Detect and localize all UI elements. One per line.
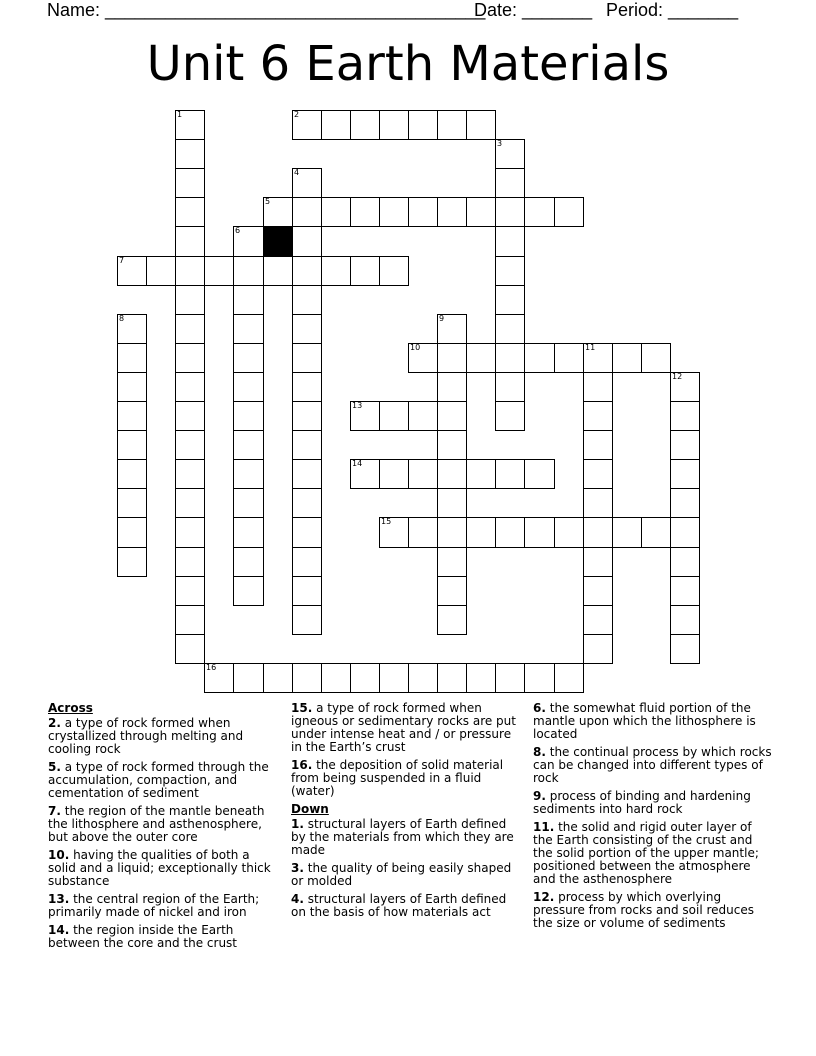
clue-number-label: 3.	[291, 861, 304, 875]
crossword-cell[interactable]	[408, 401, 438, 431]
crossword-cell[interactable]	[466, 343, 496, 373]
across-clue	[291, 702, 523, 754]
clue-text: the somewhat fluid portion of the mantle upon which the lithosphere is located	[533, 701, 756, 741]
crossword-cell[interactable]	[670, 547, 700, 577]
clue-text: the continual process by which rocks can be changed into different types of rock	[533, 745, 772, 785]
clue-text: process by which overlying pressure from rocks and soil reduces the size or volume of sediments	[533, 890, 754, 930]
clue-text: structural layers of Earth defined by the materials from which they are made	[291, 817, 514, 857]
crossword-cell[interactable]	[437, 605, 467, 635]
crossword-cell[interactable]	[233, 285, 264, 315]
crossword-cell[interactable]	[583, 605, 613, 635]
crossword-cell[interactable]	[175, 605, 205, 635]
crossword-cell[interactable]	[175, 110, 205, 140]
across-clue	[48, 893, 280, 919]
crossword-cell[interactable]	[495, 139, 525, 169]
crossword-cell[interactable]	[466, 459, 496, 489]
across-clue-list	[48, 717, 280, 950]
crossword-cell[interactable]	[292, 430, 322, 460]
crossword-cell[interactable]	[117, 256, 147, 286]
crossword-cell[interactable]	[321, 256, 351, 286]
crossword-cell[interactable]	[233, 459, 264, 489]
crossword-cell[interactable]	[175, 430, 205, 460]
crossword-cell[interactable]	[408, 197, 438, 227]
clue-text: the region of the mantle beneath the lithosphere and asthenosphere, but above the outer core	[48, 804, 265, 844]
across-clue	[48, 924, 280, 950]
crossword-cell[interactable]	[524, 197, 555, 227]
crossword-cell[interactable]	[408, 517, 438, 548]
crossword-cell[interactable]	[350, 197, 380, 227]
clue-text: structural layers of Earth defined on the basis of how materials act	[291, 892, 507, 919]
crossword-cell[interactable]	[350, 663, 380, 693]
clue-number: 4	[294, 168, 300, 177]
clue-number: 1	[177, 110, 183, 119]
crossword-cell[interactable]	[117, 372, 147, 402]
crossword-cell[interactable]	[233, 488, 264, 518]
crossword-cell[interactable]	[175, 314, 205, 344]
clue-text: a type of rock formed when igneous or sedimentary rocks are put under intense heat and / or pressure in the Earth’s crust	[291, 701, 516, 754]
clue-number: 7	[119, 256, 125, 265]
crossword-cell[interactable]	[437, 401, 467, 431]
crossword-cell[interactable]	[292, 285, 322, 315]
clue-text: the solid and rigid outer layer of the Earth consisting of the crust and the solid portion of the upper mantle; positioned between the atmosphere and the asthenosphere	[533, 820, 759, 886]
across-heading: Across	[48, 701, 93, 715]
crossword-cell[interactable]	[292, 314, 322, 344]
down-clue	[291, 893, 523, 919]
crossword-cell[interactable]	[583, 430, 613, 460]
crossword-cell[interactable]	[554, 197, 584, 227]
crossword-cell[interactable]	[233, 372, 264, 402]
clue-number-label: 11.	[533, 820, 555, 834]
crossword-cell[interactable]	[233, 663, 264, 693]
crossword-cell[interactable]	[117, 430, 147, 460]
crossword-cell[interactable]	[437, 314, 467, 344]
crossword-cell[interactable]	[524, 343, 555, 373]
clue-number: 14	[352, 459, 363, 468]
across-clue-list-continued	[291, 702, 523, 798]
crossword-cell[interactable]	[233, 547, 264, 577]
period-field-label: Period: _______	[606, 0, 739, 20]
clue-number: 3	[497, 139, 503, 148]
crossword-cell[interactable]	[175, 517, 205, 548]
crossword-cell[interactable]	[292, 226, 322, 257]
down-clue	[533, 702, 773, 741]
clue-number: 9	[439, 314, 445, 323]
crossword-cell[interactable]	[292, 343, 322, 373]
crossword-cell[interactable]	[670, 576, 700, 606]
across-clue	[48, 805, 280, 844]
crossword-cell[interactable]	[175, 372, 205, 402]
crossword-cell[interactable]	[292, 517, 322, 548]
crossword-cell[interactable]	[495, 372, 525, 402]
crossword-cell[interactable]	[175, 197, 205, 227]
crossword-cell[interactable]	[437, 517, 467, 548]
crossword-cell[interactable]	[495, 197, 525, 227]
crossword-cell[interactable]	[233, 576, 264, 606]
crossword-cell[interactable]	[583, 459, 613, 489]
clue-text: a type of rock formed when crystallized through melting and cooling rock	[48, 716, 244, 756]
crossword-cell[interactable]	[292, 663, 322, 693]
crossword-cell[interactable]	[670, 401, 700, 431]
crossword-cell[interactable]	[670, 605, 700, 635]
crossword-cell[interactable]	[379, 517, 409, 548]
clue-number: 16	[206, 663, 217, 672]
crossword-cell[interactable]	[583, 634, 613, 664]
crossword-cell[interactable]	[437, 110, 467, 140]
clue-number: 12	[672, 372, 683, 381]
crossword-cell[interactable]	[263, 197, 293, 227]
crossword-cell[interactable]	[350, 256, 380, 286]
crossword-cell[interactable]	[437, 372, 467, 402]
down-clue	[291, 862, 523, 888]
crossword-cell[interactable]	[175, 459, 205, 489]
crossword-cell[interactable]	[583, 401, 613, 431]
crossword-cell[interactable]	[175, 488, 205, 518]
crossword-cell[interactable]	[233, 343, 264, 373]
clue-number-label: 12.	[533, 890, 555, 904]
clue-text: the region inside the Earth between the core and the crust	[48, 923, 238, 950]
crossword-cell[interactable]	[292, 459, 322, 489]
clue-number-label: 6.	[533, 701, 546, 715]
crossword-cell[interactable]	[583, 547, 613, 577]
crossword-cell[interactable]	[437, 197, 467, 227]
clue-number-label: 10.	[48, 848, 70, 862]
clue-number: 6	[235, 226, 241, 235]
clues-column-3	[533, 702, 773, 935]
crossword-cell[interactable]	[583, 576, 613, 606]
crossword-cell[interactable]	[583, 488, 613, 518]
crossword-cell[interactable]	[350, 401, 380, 431]
down-clue	[533, 790, 773, 816]
crossword-cell[interactable]	[175, 401, 205, 431]
down-clue	[533, 891, 773, 930]
crossword-cell[interactable]	[466, 110, 496, 140]
crossword-cell[interactable]	[175, 139, 205, 169]
crossword-cell[interactable]	[495, 285, 525, 315]
clue-number-label: 7.	[48, 804, 61, 818]
clue-number: 10	[410, 343, 421, 352]
clue-text: the quality of being easily shaped or molded	[291, 861, 512, 888]
crossword-cell[interactable]	[175, 256, 205, 286]
clues-column-1	[48, 702, 280, 955]
crossword-cell[interactable]	[146, 256, 176, 286]
crossword-cell[interactable]	[408, 110, 438, 140]
crossword-cell[interactable]	[233, 401, 264, 431]
clue-number-label: 4.	[291, 892, 304, 906]
crossword-cell[interactable]	[292, 605, 322, 635]
crossword-cell[interactable]	[233, 256, 264, 286]
crossword-cell[interactable]	[466, 663, 496, 693]
crossword-cell[interactable]	[292, 110, 322, 140]
clue-text: the central region of the Earth; primarily made of nickel and iron	[48, 892, 260, 919]
clue-number: 15	[381, 517, 392, 526]
crossword-cell[interactable]	[117, 488, 147, 518]
crossword-cell[interactable]	[437, 488, 467, 518]
black-square	[263, 226, 293, 257]
crossword-cell[interactable]	[233, 314, 264, 344]
crossword-cell[interactable]	[379, 110, 409, 140]
crossword-cell[interactable]	[292, 401, 322, 431]
across-clue	[291, 759, 523, 798]
crossword-cell[interactable]	[350, 459, 380, 489]
crossword-cell[interactable]	[524, 517, 555, 548]
crossword-cell[interactable]	[379, 256, 409, 286]
across-clue	[48, 761, 280, 800]
crossword-cell[interactable]	[233, 430, 264, 460]
crossword-cell[interactable]	[292, 197, 322, 227]
clue-number-label: 8.	[533, 745, 546, 759]
clue-text: having the qualities of both a solid and a liquid; exceptionally thick substance	[48, 848, 271, 888]
crossword-cell[interactable]	[495, 401, 525, 431]
crossword-cell[interactable]	[524, 459, 555, 489]
down-clue	[291, 818, 523, 857]
crossword-cell[interactable]	[466, 517, 496, 548]
clue-number: 13	[352, 401, 363, 410]
crossword-cell[interactable]	[495, 517, 525, 548]
crossword-cell[interactable]	[233, 226, 264, 257]
crossword-cell[interactable]	[670, 488, 700, 518]
crossword-cell[interactable]	[379, 197, 409, 227]
clue-text: the deposition of solid material from being suspended in a fluid (water)	[291, 758, 504, 798]
crossword-cell[interactable]	[583, 517, 613, 548]
across-clue	[48, 849, 280, 888]
crossword-cell[interactable]	[321, 197, 351, 227]
crossword-cell[interactable]	[204, 663, 234, 693]
crossword-cell[interactable]	[117, 547, 147, 577]
date-field-label: Date: _______	[474, 0, 593, 20]
crossword-cell[interactable]	[350, 110, 380, 140]
clue-number-label: 5.	[48, 760, 61, 774]
crossword-cell[interactable]	[554, 517, 584, 548]
crossword-cell[interactable]	[408, 343, 438, 373]
crossword-cell[interactable]	[292, 372, 322, 402]
crossword-cell[interactable]	[437, 343, 467, 373]
crossword-cell[interactable]	[117, 401, 147, 431]
crossword-cell[interactable]	[292, 576, 322, 606]
clue-number-label: 14.	[48, 923, 70, 937]
name-field-label: Name: ______________________________________	[47, 0, 486, 20]
crossword-cell[interactable]	[175, 634, 205, 664]
crossword-cell[interactable]	[175, 343, 205, 373]
crossword-cell[interactable]	[495, 226, 525, 257]
crossword-cell[interactable]	[670, 517, 700, 548]
crossword-cell[interactable]	[117, 517, 147, 548]
crossword-cell[interactable]	[117, 343, 147, 373]
crossword-cell[interactable]	[495, 459, 525, 489]
crossword-cell[interactable]	[641, 343, 671, 373]
crossword-cell[interactable]	[175, 226, 205, 257]
crossword-cell[interactable]	[175, 547, 205, 577]
clue-text: a type of rock formed through the accumulation, compaction, and cementation of sediment	[48, 760, 269, 800]
clue-number: 11	[585, 343, 596, 352]
clue-number-label: 13.	[48, 892, 70, 906]
crossword-cell[interactable]	[554, 343, 584, 373]
crossword-cell[interactable]	[612, 343, 642, 373]
crossword-cell[interactable]	[379, 459, 409, 489]
crossword-cell[interactable]	[292, 168, 322, 198]
crossword-cell[interactable]	[408, 663, 438, 693]
crossword-cell[interactable]	[292, 547, 322, 577]
down-heading: Down	[291, 802, 329, 816]
crossword-cell[interactable]	[437, 459, 467, 489]
clues-column-2	[291, 702, 523, 924]
crossword-cell[interactable]	[204, 256, 234, 286]
crossword-cell[interactable]	[437, 576, 467, 606]
clue-number-label: 2.	[48, 716, 61, 730]
down-clue	[533, 746, 773, 785]
crossword-cell[interactable]	[437, 430, 467, 460]
crossword-cell[interactable]	[437, 663, 467, 693]
crossword-cell[interactable]	[612, 517, 642, 548]
crossword-cell[interactable]	[495, 343, 525, 373]
down-clue-list	[291, 818, 523, 919]
clue-number: 8	[119, 314, 125, 323]
clue-text: process of binding and hardening sediments into hard rock	[533, 789, 751, 816]
crossword-cell[interactable]	[379, 401, 409, 431]
crossword-cell[interactable]	[554, 663, 584, 693]
crossword-cell[interactable]	[117, 314, 147, 344]
crossword-cell[interactable]	[321, 110, 351, 140]
clue-number-label: 16.	[291, 758, 313, 772]
clue-number-label: 15.	[291, 701, 313, 715]
page-title: Unit 6 Earth Materials	[146, 36, 670, 92]
crossword-cell[interactable]	[175, 576, 205, 606]
clue-number: 5	[265, 197, 271, 206]
crossword-cell[interactable]	[117, 459, 147, 489]
clue-number-label: 1.	[291, 817, 304, 831]
crossword-cell[interactable]	[495, 663, 525, 693]
crossword-cell[interactable]	[321, 663, 351, 693]
across-clue	[48, 717, 280, 756]
crossword-cell[interactable]	[670, 372, 700, 402]
crossword-cell[interactable]	[524, 663, 555, 693]
crossword-cell[interactable]	[408, 459, 438, 489]
crossword-cell[interactable]	[641, 517, 671, 548]
clue-number: 2	[294, 110, 300, 119]
crossword-cell[interactable]	[583, 372, 613, 402]
crossword-cell[interactable]	[437, 547, 467, 577]
clue-number-label: 9.	[533, 789, 546, 803]
crossword-cell[interactable]	[292, 488, 322, 518]
crossword-cell[interactable]	[263, 256, 293, 286]
down-clue	[533, 821, 773, 886]
crossword-cell[interactable]	[175, 168, 205, 198]
crossword-cell[interactable]	[670, 430, 700, 460]
crossword-cell[interactable]	[263, 663, 293, 693]
crossword-cell[interactable]	[233, 517, 264, 548]
crossword-cell[interactable]	[175, 285, 205, 315]
crossword-cell[interactable]	[583, 343, 613, 373]
crossword-cell[interactable]	[670, 459, 700, 489]
crossword-cell[interactable]	[495, 168, 525, 198]
crossword-cell[interactable]	[495, 256, 525, 286]
crossword-cell[interactable]	[292, 256, 322, 286]
crossword-cell[interactable]	[670, 634, 700, 664]
crossword-cell[interactable]	[495, 314, 525, 344]
crossword-cell[interactable]	[379, 663, 409, 693]
crossword-cell[interactable]	[466, 197, 496, 227]
down-clue-list-continued	[533, 702, 773, 930]
